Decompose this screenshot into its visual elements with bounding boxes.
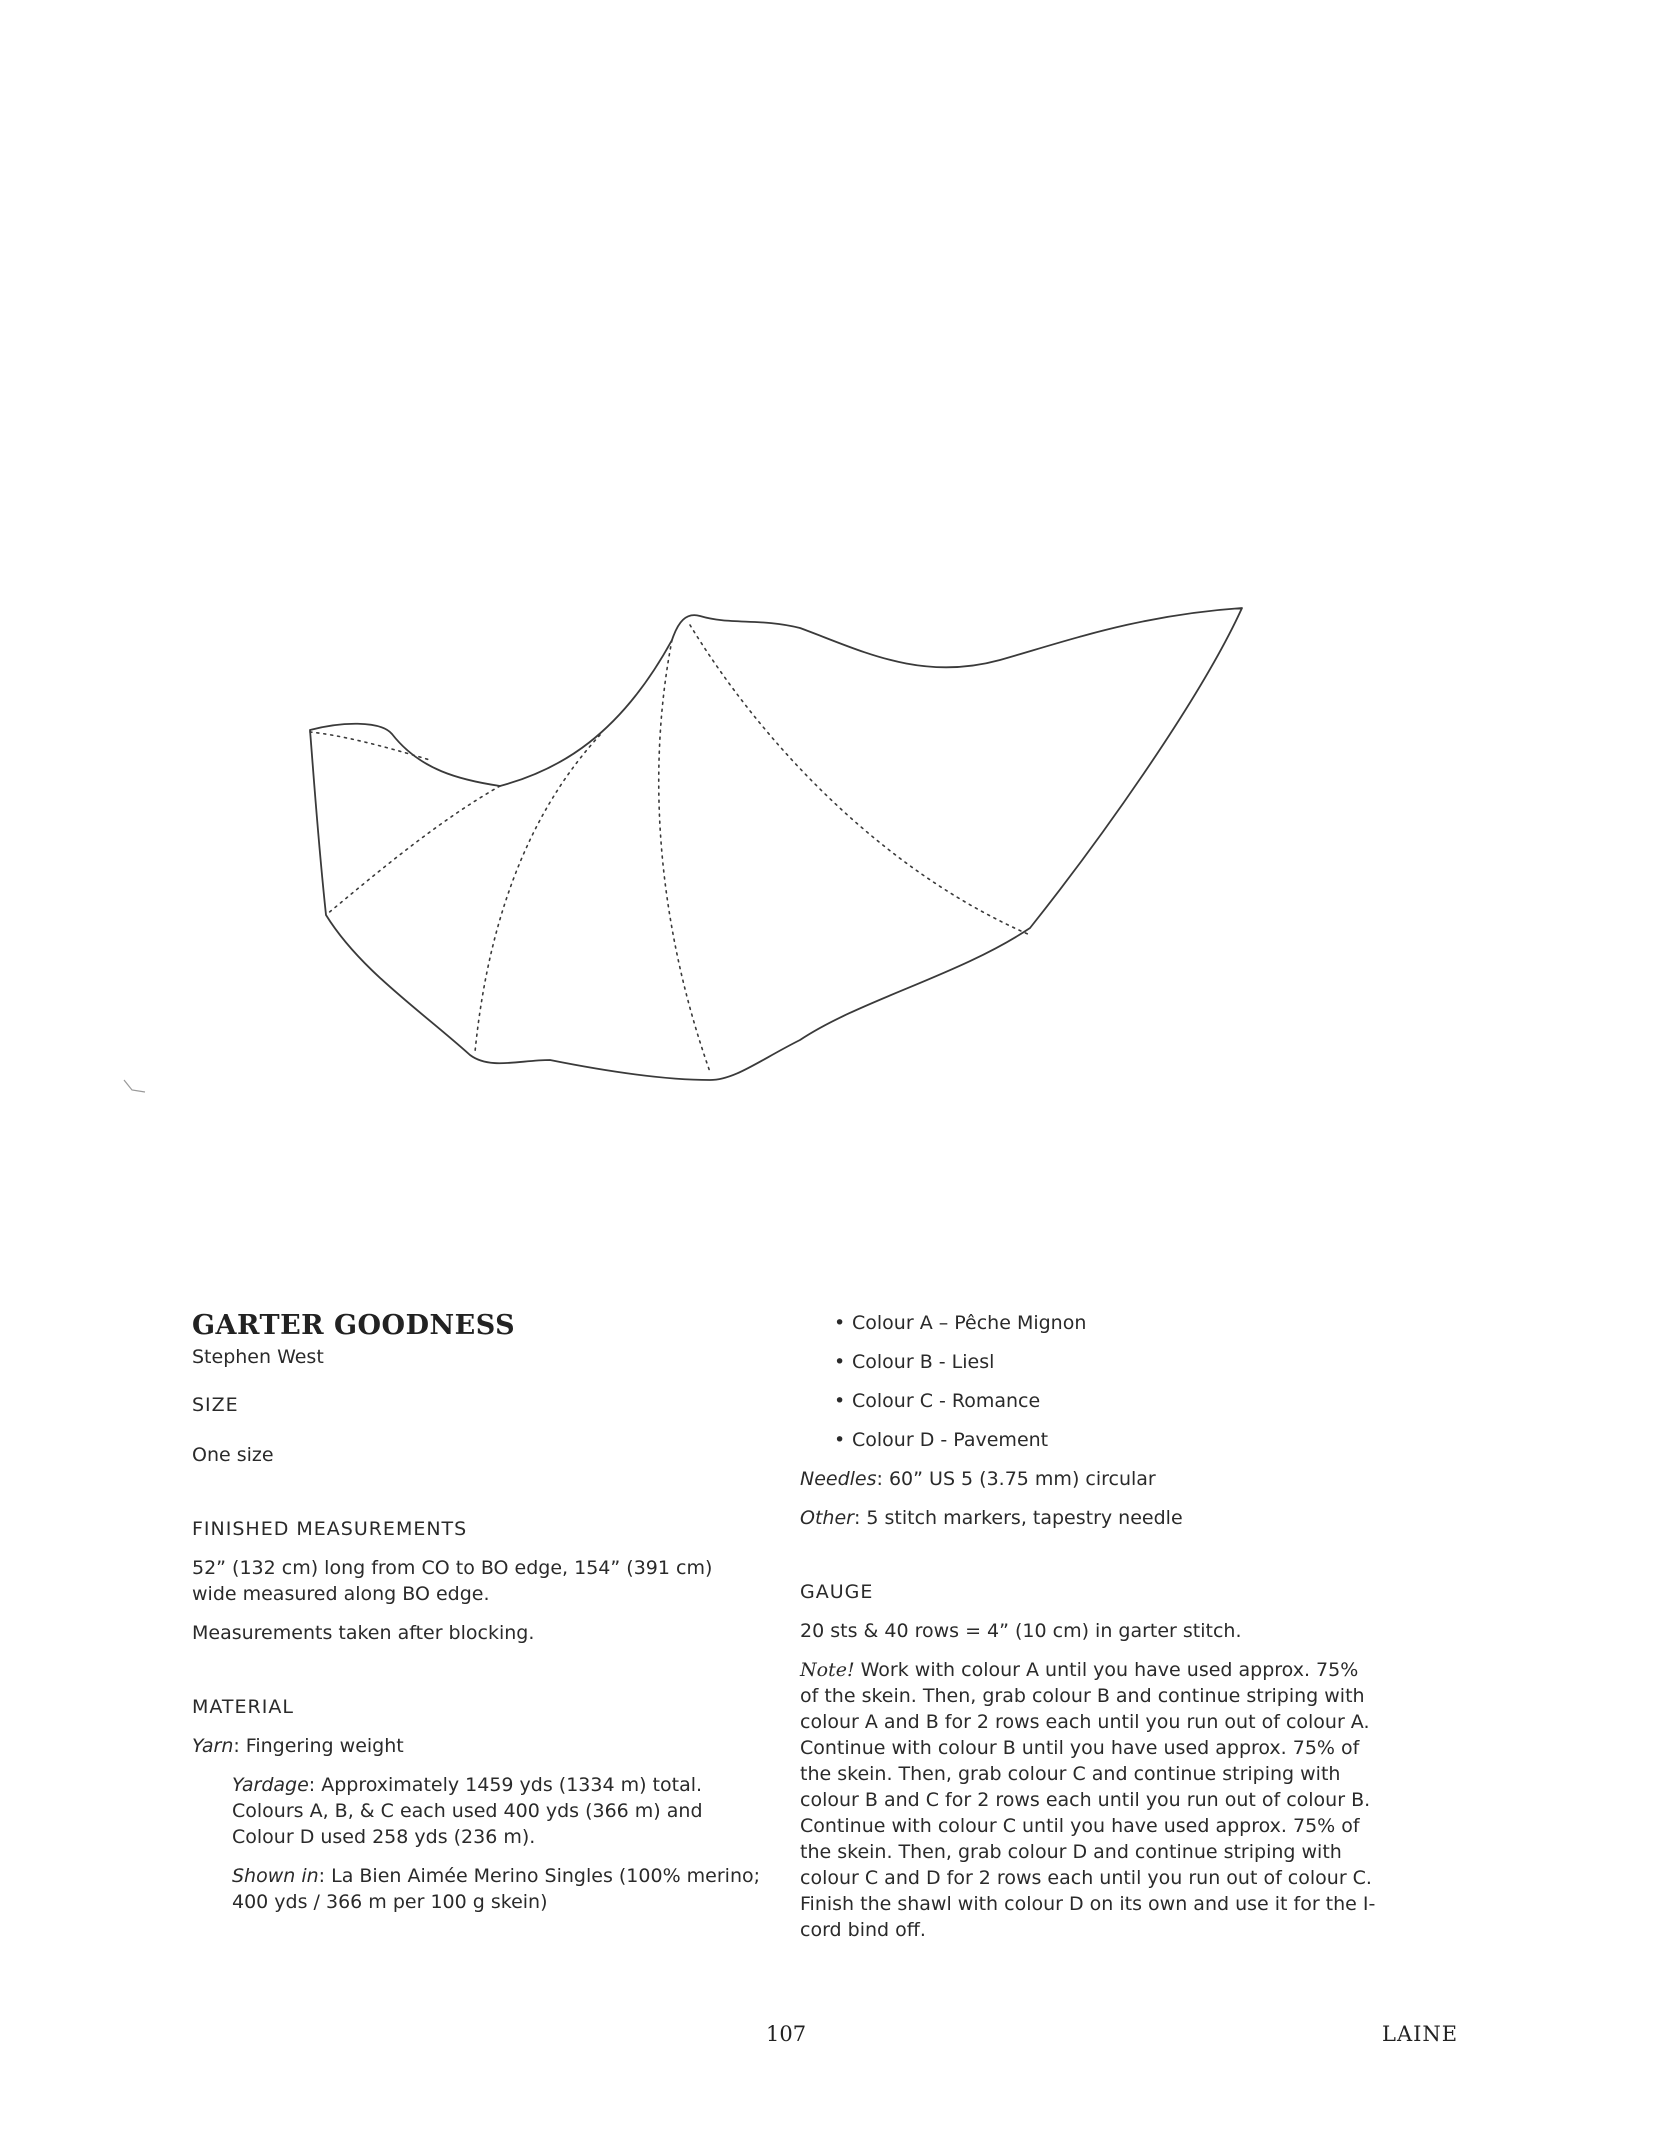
note-label: Note!	[800, 1659, 855, 1681]
note-text: Work with colour A until you have used approx. 75% of the skein. Then, grab colour B and continue striping with colour A and B for 2 rows each until you run out of colour A. Continue with colour B until you have used approx. 75% of the skein. Then, grab colour C and continue striping with colour B and C for 2 rows each until you run out of colour B. Continue with colour C until you have used approx. 75% of the skein. Then, grab colour D and continue striping with colour C and D for 2 rows each until you run out of colour C. Finish the shawl with colour D on its own and use it for the I-cord bind off.	[800, 1659, 1376, 1941]
bullet-icon: •	[834, 1351, 846, 1373]
shown-in-line	[192, 1863, 762, 1915]
stitch-line-1	[310, 732, 430, 760]
other-value: : 5 stitch markers, tapestry needle	[853, 1507, 1183, 1529]
colour-list-item	[800, 1310, 1380, 1336]
stray-mark	[124, 1080, 145, 1092]
stitch-line-4	[659, 640, 710, 1072]
magazine-name: LAINE	[1382, 2022, 1459, 2046]
bullet-icon: •	[834, 1429, 846, 1451]
colour-change-note	[800, 1657, 1380, 1943]
pattern-title: GARTER GOODNESS	[192, 1310, 516, 1341]
finished-measurements-text: 52” (132 cm) long from CO to BO edge, 154” (391 cm) wide measured along BO edge.	[192, 1557, 713, 1605]
colour-a: Colour A – Pêche Mignon	[852, 1312, 1087, 1334]
yarn-label: Yarn	[192, 1735, 234, 1757]
needles-value: : 60” US 5 (3.75 mm) circular	[876, 1468, 1156, 1490]
yarn-line	[192, 1733, 762, 1759]
colour-d: Colour D - Pavement	[852, 1429, 1049, 1451]
stitch-line-3	[475, 735, 600, 1052]
needles-line	[800, 1466, 1380, 1492]
colour-list-item	[800, 1427, 1380, 1453]
yarn-value: : Fingering weight	[233, 1735, 404, 1757]
left-column	[192, 1310, 762, 1915]
yardage-line	[192, 1772, 762, 1850]
colour-b: Colour B - Liesl	[852, 1351, 995, 1373]
colour-list	[800, 1310, 1380, 1453]
colour-list-item	[800, 1388, 1380, 1414]
gauge-text: 20 sts & 40 rows = 4” (10 cm) in garter stitch.	[800, 1620, 1242, 1642]
size-value: One size	[192, 1444, 274, 1466]
shawl-outline	[310, 608, 1242, 1080]
stitch-line-5	[690, 625, 1030, 935]
designer-name: Stephen West	[192, 1346, 324, 1368]
right-column	[800, 1310, 1380, 1943]
other-line	[800, 1505, 1380, 1531]
blocking-note: Measurements taken after blocking.	[192, 1622, 535, 1644]
bullet-icon: •	[834, 1390, 846, 1412]
shown-in-label: Shown in	[232, 1865, 319, 1887]
page-number: 107	[766, 2022, 807, 2046]
colour-c: Colour C - Romance	[852, 1390, 1041, 1412]
needles-label: Needles	[800, 1468, 877, 1490]
yardage-value: : Approximately 1459 yds (1334 m) total. Colours A, B, & C each used 400 yds (366 m) and Colour D used 258 yds (236 m).	[232, 1774, 703, 1848]
other-label: Other	[800, 1507, 854, 1529]
yardage-label: Yardage	[232, 1774, 309, 1796]
bullet-icon: •	[834, 1312, 846, 1334]
gauge-heading: GAUGE	[800, 1581, 874, 1603]
size-heading: SIZE	[192, 1394, 239, 1416]
shown-in-value: : La Bien Aimée Merino Singles (100% merino; 400 yds / 366 m per 100 g skein)	[232, 1865, 761, 1913]
material-heading: MATERIAL	[192, 1696, 294, 1718]
colour-list-item	[800, 1349, 1380, 1375]
finished-measurements-heading: FINISHED MEASUREMENTS	[192, 1518, 468, 1540]
stitch-line-2	[326, 786, 500, 915]
